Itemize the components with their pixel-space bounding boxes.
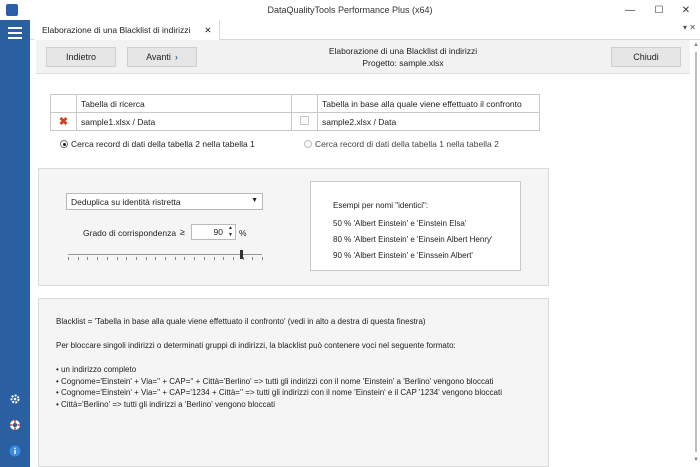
compare-checkbox-cell[interactable] (292, 113, 318, 131)
search-table-cell[interactable]: sample1.xlsx / Data (77, 113, 292, 131)
slider-tick (194, 257, 195, 260)
dedup-method-select[interactable] (66, 193, 263, 210)
slider-tick (68, 257, 69, 260)
title-bar (0, 0, 700, 20)
next-label: Avanti (146, 52, 171, 62)
example-row: 80 % 'Albert Einstein' e 'Einsein Albert Henry' (333, 235, 493, 244)
slider-tick (262, 257, 263, 260)
slider-tick (126, 257, 127, 260)
scroll-up-icon[interactable]: ▲ (693, 42, 699, 48)
sidebar (0, 20, 30, 467)
info-format-intro: Per bloccare singoli indirizzi o determinati gruppi di indirizzi, la blacklist può contenere voci nel seguente formato: (56, 341, 456, 350)
slider-tick (214, 257, 215, 260)
percent-unit: % (239, 228, 247, 238)
match-degree-slider[interactable] (68, 254, 262, 255)
page-title-line1: Elaborazione di una Blacklist di indirizzi (328, 46, 478, 56)
compare-table-cell[interactable]: sample2.xlsx / Data (318, 113, 540, 131)
tab-label: Elaborazione di una Blacklist di indirizzi (42, 25, 191, 35)
info-icon[interactable] (8, 444, 22, 458)
tab-close-icon[interactable]: ✕ (204, 25, 212, 35)
example-row: 50 % 'Albert Einstein' e 'Einstein Elsa' (333, 219, 467, 228)
info-list (56, 364, 536, 410)
slider-tick (107, 257, 108, 260)
tab-blacklist[interactable] (34, 20, 220, 40)
slider-tick (146, 257, 147, 260)
slider-tick (175, 257, 176, 260)
radio-unselected-icon[interactable] (304, 140, 312, 148)
slider-tick (233, 257, 234, 260)
scroll-down-icon[interactable]: ▼ (693, 457, 699, 463)
radio-label-1: Cerca record di dati della tabella 2 nella tabella 1 (71, 139, 255, 149)
next-button[interactable] (127, 47, 197, 67)
radio-selected-icon[interactable] (60, 140, 68, 148)
list-item: • Cognome='Einstein' + Via='' + CAP='' + Città='Berlino' => tutti gli indirizzi con il nome 'Einstein' a 'Berlino' vengono bloccati (56, 376, 494, 386)
match-degree-stepper[interactable] (191, 224, 236, 240)
list-item: • Città='Berlino' => tutti gli indirizzi a 'Berlino' vengono bloccati (56, 399, 276, 409)
example-row: 90 % 'Albert Einstein' e 'Einssein Albert' (333, 251, 473, 260)
slider-tick (165, 257, 166, 260)
slider-tick (97, 257, 98, 260)
slider-tick (136, 257, 137, 260)
tab-dropdown-icon[interactable]: ▾ ✕ (683, 23, 696, 32)
window-title: DataQualityTools Performance Plus (x64) (267, 5, 433, 15)
dedup-method-value: Deduplica su identità ristretta (71, 197, 181, 207)
chevron-right-icon: › (174, 52, 178, 62)
help-lifebuoy-icon[interactable] (8, 418, 22, 432)
radio-search-table1-in-table2[interactable] (304, 139, 499, 149)
slider-tick (117, 257, 118, 260)
compare-checkbox[interactable] (300, 116, 309, 125)
hamburger-menu-icon[interactable] (8, 27, 22, 39)
slider-tick (252, 257, 253, 260)
slider-tick (243, 257, 244, 260)
table-row[interactable] (51, 113, 540, 131)
close-button[interactable]: Chiudi (611, 47, 681, 67)
list-item: • Cognome='Einstein' + Via='' + CAP='1234 + Città='' => tutti gli indirizzi con il nome 'Einstein' e il CAP '1234' vengono bloccati (56, 388, 503, 397)
info-blacklist-definition: Blacklist = 'Tabella in base alla quale viene effettuato il confronto' (vedi in alto a destra di questa finestra) (56, 317, 426, 326)
column-header-search: Tabella di ricerca (77, 95, 292, 113)
scrollbar-thumb[interactable] (695, 52, 697, 452)
stepper-arrows-icon[interactable]: ▲ ▼ (228, 225, 233, 238)
slider-tick (78, 257, 79, 260)
minimize-button[interactable]: — (625, 4, 635, 16)
wizard-header (36, 40, 690, 74)
list-item: • un indirizzo completo (56, 365, 137, 374)
back-button[interactable]: Indietro (46, 47, 116, 67)
geq-symbol: ≥ (180, 227, 185, 237)
examples-heading: Esempi per nomi "identici": (333, 201, 429, 210)
match-degree-value: 90 (213, 227, 223, 237)
info-text (56, 316, 536, 410)
maximize-button[interactable]: ☐ (654, 4, 664, 16)
slider-tick (87, 257, 88, 260)
slider-tick (184, 257, 185, 260)
project-name: Progetto: sample.xlsx (362, 58, 444, 68)
page-title (236, 45, 570, 69)
tab-strip (30, 20, 700, 40)
tables-grid (50, 94, 540, 131)
close-window-button[interactable]: ✕ (681, 4, 691, 16)
remove-row-icon[interactable]: ✖ (51, 113, 77, 131)
column-header-compare: Tabella in base alla quale viene effettuato il confronto (318, 95, 540, 113)
slider-tick (223, 257, 224, 260)
match-degree-label: Grado di corrispondenza (83, 228, 177, 238)
chevron-down-icon: ▼ (251, 197, 258, 204)
slider-tick (155, 257, 156, 260)
radio-label-2: Cerca record di dati della tabella 1 nella tabella 2 (315, 139, 499, 149)
vertical-scrollbar[interactable] (692, 40, 700, 467)
radio-search-table2-in-table1[interactable] (60, 139, 255, 149)
slider-tick (204, 257, 205, 260)
examples-box (310, 181, 521, 271)
table-header-row (51, 95, 540, 113)
settings-gear-icon[interactable] (8, 392, 22, 406)
